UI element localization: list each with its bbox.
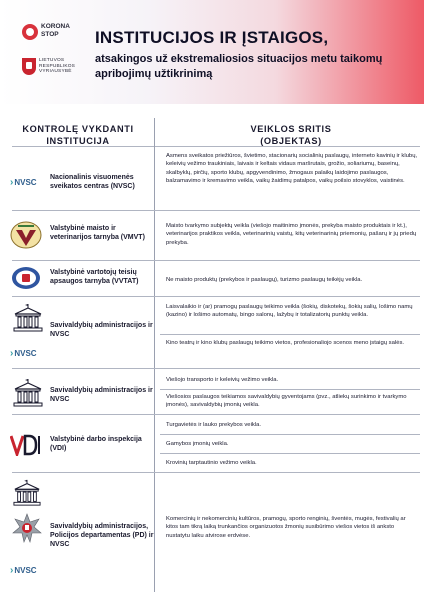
- government-logo: [22, 56, 82, 90]
- institution-name: Valstybinė vartotojų teisių apsaugos tarnyba (VVTAT): [50, 269, 139, 285]
- nvsc-logo-label: NVSC: [14, 178, 37, 187]
- nvsc-chevron-icon: ›: [10, 177, 14, 188]
- institution-name: Nacionalinis visuomenės sveikatos centras (NVSC): [50, 174, 135, 190]
- municipality-building-icon: [12, 479, 42, 507]
- institution-name: Savivaldybių administracijos ir NVSC: [50, 322, 153, 338]
- vytis-crest-icon: [22, 58, 36, 75]
- column-header-institution: KONTROLĘ VYKDANTI INSTITUCIJA: [22, 124, 134, 146]
- row-divider: [12, 368, 420, 369]
- page-title: INSTITUCIJOS IR ĮSTAIGOS,: [95, 28, 329, 47]
- row-sub-divider: [160, 434, 420, 435]
- nvsc-logo: [10, 565, 37, 576]
- institution-name: Valstybinė darbo inspekcija (VDI): [50, 436, 142, 452]
- nvsc-logo: [10, 348, 37, 359]
- activity-description: Ne maisto produktų (prekybos ir paslaugų), turizmo paslaugų teikėjų veikla.: [166, 277, 363, 283]
- police-star-icon: [12, 513, 42, 543]
- activity-description: Gamybos įmonių veikla.: [166, 441, 229, 447]
- activity-description: Turgavietės ir lauko prekybos veikla.: [166, 422, 262, 428]
- activity-description: Maisto tvarkymo subjektų veikla (viešojo maitinimo įmonės, prekyba maisto produktais ir kt.), veterinarijos praktikos veikla, veterinarinių vaistų, kitų veterinarinių priemonių, pašarų ir jų priedų prekyba.: [166, 223, 417, 246]
- institution-name: Valstybinė maisto ir veterinarijos tarnyba (VMVT): [50, 225, 145, 241]
- row-sub-divider: [160, 334, 420, 335]
- row-divider: [12, 414, 420, 415]
- nvsc-chevron-icon: ›: [10, 565, 14, 576]
- korona-logo-text: KORONA STOP: [41, 23, 70, 38]
- institution-name: Savivaldybių administracijos, Policijos departamentas (PD) ir NVSC: [50, 523, 154, 548]
- column-divider: [154, 118, 155, 592]
- column-header-activity: VEIKLOS SRITIS (OBJEKTAS): [250, 124, 332, 146]
- activity-description: Komercinių ir nekomercinių kultūros, pramogų, sporto renginių, šventės, mugės, festivalių ar kitos tam tikrą laiką trunkančios organizuotos žmonių susibūrimo viešos vietos iš anksto nustatytu laiku atvirose erdvėse.: [166, 516, 406, 539]
- nvsc-logo-label: NVSC: [14, 566, 37, 575]
- row-divider: [12, 296, 420, 297]
- activity-description: Asmens sveikatos priežiūros, švietimo, stacionarių socialinių paslaugų, interneto kavinių ir klubų, keleivių vežimo traukiniais, laivais ir keltais vidaus maršrutais, grožio, soliariumų, baseinų, skalbyklų, pirčių, sporto klubų, apgyvendinimo, žmogaus palaikų laidojimo paslaugos, balzamavimo ir kremavimo veikla, vaikų žaidimų patalpos, vaikų poilsio stovyklos, vaistinės.: [166, 153, 418, 185]
- page-subtitle: atsakingos už ekstremaliosios situacijos metu taikomų apribojimų užtikrinimą: [95, 53, 383, 80]
- nvsc-logo-label: NVSC: [14, 349, 37, 358]
- vdi-logo-icon: [10, 434, 40, 456]
- row-divider: [12, 260, 420, 261]
- row-sub-divider: [160, 453, 420, 454]
- row-divider: [12, 472, 420, 473]
- header-divider: [12, 146, 420, 147]
- activity-description: Laisvalaikio ir (ar) pramogų paslaugų teikimo veikla (šokių, diskotekų, šokių salių, lošimo namų (kazino) ir lošimo automatų, bingo salonų, lažybų ir totalizatorių punktų veikla.: [166, 304, 413, 319]
- activity-description: Kino teatrų ir kino klubų paslaugų teikimo vietos, profesionaliojo scenos meno įstaigų salės.: [166, 340, 405, 346]
- vvtat-emblem-icon: [11, 266, 41, 290]
- row-divider: [12, 210, 420, 211]
- korona-stop-logo: [22, 22, 74, 48]
- header-banner: [0, 0, 424, 104]
- korona-circle-icon: [22, 24, 38, 40]
- nvsc-logo: [10, 177, 37, 188]
- government-logo-text: LIETUVOS RESPUBLIKOS VYRIAUSYBĖ: [39, 58, 76, 75]
- activity-description: Krovinių tarptautinio vežimo veikla.: [166, 460, 257, 466]
- activity-description: Viešosios paslaugos teikiamos savivaldybių gyventojams (pvz., atliekų surinkimo ir tvarkymo įmonės), savivaldybių įmonių veikla.: [166, 394, 407, 409]
- municipality-building-icon: [12, 303, 44, 333]
- institution-name: Savivaldybių administracijos ir NVSC: [50, 387, 153, 403]
- row-sub-divider: [160, 389, 420, 390]
- activity-description: Viešojo transporto ir keleivių vežimo veikla.: [166, 377, 279, 383]
- nvsc-chevron-icon: ›: [10, 348, 14, 359]
- vmvt-emblem-icon: [10, 220, 42, 250]
- municipality-building-icon: [12, 378, 44, 408]
